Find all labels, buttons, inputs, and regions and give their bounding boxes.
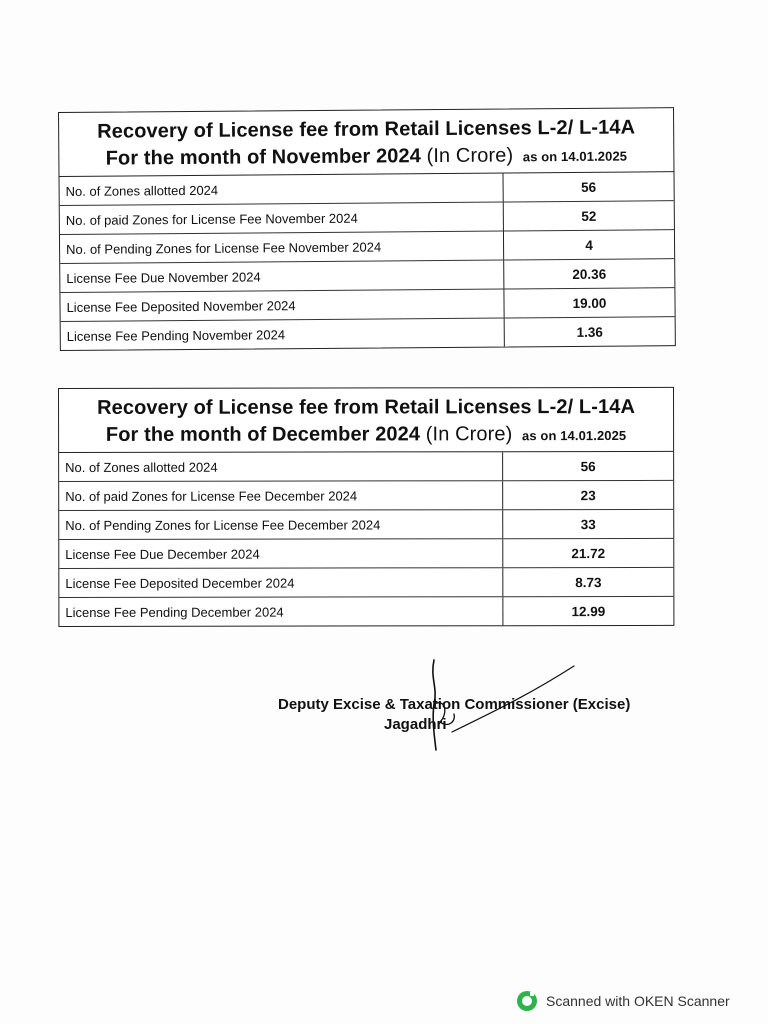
row-value: 56 [580, 458, 596, 474]
row-label: No. of Pending Zones for License Fee December 2024 [59, 510, 503, 540]
row-label: No. of paid Zones for License Fee November 2024 [60, 202, 504, 234]
table-row [59, 596, 673, 626]
row-label: No. of Pending Zones for License Fee November 2024 [60, 231, 504, 263]
unit-label: (In Crore) [426, 144, 514, 168]
row-label: License Fee Deposited November 2024 [60, 289, 504, 321]
row-label: License Fee Deposited December 2024 [59, 568, 503, 598]
table-row [59, 452, 673, 482]
row-value: 8.73 [503, 567, 674, 596]
row-value: 4 [503, 230, 674, 260]
signatory-place: Jagadhri [384, 716, 447, 733]
row-label: No. of Zones allotted 2024 [59, 452, 503, 481]
scanner-text: Scanned with OKEN Scanner [546, 993, 730, 1009]
table-row [59, 567, 673, 597]
signatory-designation: Deputy Excise & Taxation Commissioner (Excise) [278, 696, 631, 713]
as-on-date: as on 14.01.2025 [522, 428, 627, 444]
table-subtitle [65, 421, 667, 450]
row-value: 52 [503, 201, 674, 231]
row-value: 33 [503, 509, 674, 538]
december-recovery-table [58, 387, 674, 627]
data-table [59, 452, 673, 626]
table-row [61, 317, 675, 350]
row-value: 1.36 [504, 317, 675, 347]
row-label: License Fee Due November 2024 [60, 260, 504, 292]
oken-scanner-logo-icon [516, 990, 538, 1012]
month-heading: For the month of December 2024 [105, 423, 421, 446]
signature-block [278, 694, 678, 764]
table-header [59, 388, 673, 453]
data-table [60, 172, 675, 350]
table-row [59, 509, 673, 539]
month-heading: For the month of November 2024 [105, 145, 422, 170]
row-value: 12.99 [503, 596, 674, 625]
unit-label: (In Crore) [425, 423, 513, 446]
row-value: 19.00 [504, 288, 675, 318]
table-title: Recovery of License fee from Retail Licenses L-2/ L-14A [97, 395, 636, 419]
row-value: 20.36 [504, 259, 675, 289]
scanner-watermark [516, 989, 730, 1013]
table-row [59, 538, 673, 568]
row-label: License Fee Pending November 2024 [61, 318, 505, 350]
november-recovery-table [58, 107, 676, 351]
row-label: License Fee Pending December 2024 [59, 597, 503, 626]
row-label: No. of Zones allotted 2024 [60, 174, 504, 206]
handwritten-signature [404, 658, 584, 758]
row-label: License Fee Due December 2024 [59, 539, 503, 569]
row-value: 21.72 [503, 538, 674, 567]
row-label: No. of paid Zones for License Fee December 2024 [59, 481, 503, 511]
table-title: Recovery of License fee from Retail Licenses L-2/ L-14A [97, 116, 636, 143]
as-on-date: as on 14.01.2025 [522, 148, 628, 165]
table-header [59, 108, 673, 177]
table-row [59, 480, 673, 510]
table-subtitle [65, 141, 667, 174]
row-value: 56 [581, 179, 597, 195]
row-value: 23 [503, 480, 674, 509]
